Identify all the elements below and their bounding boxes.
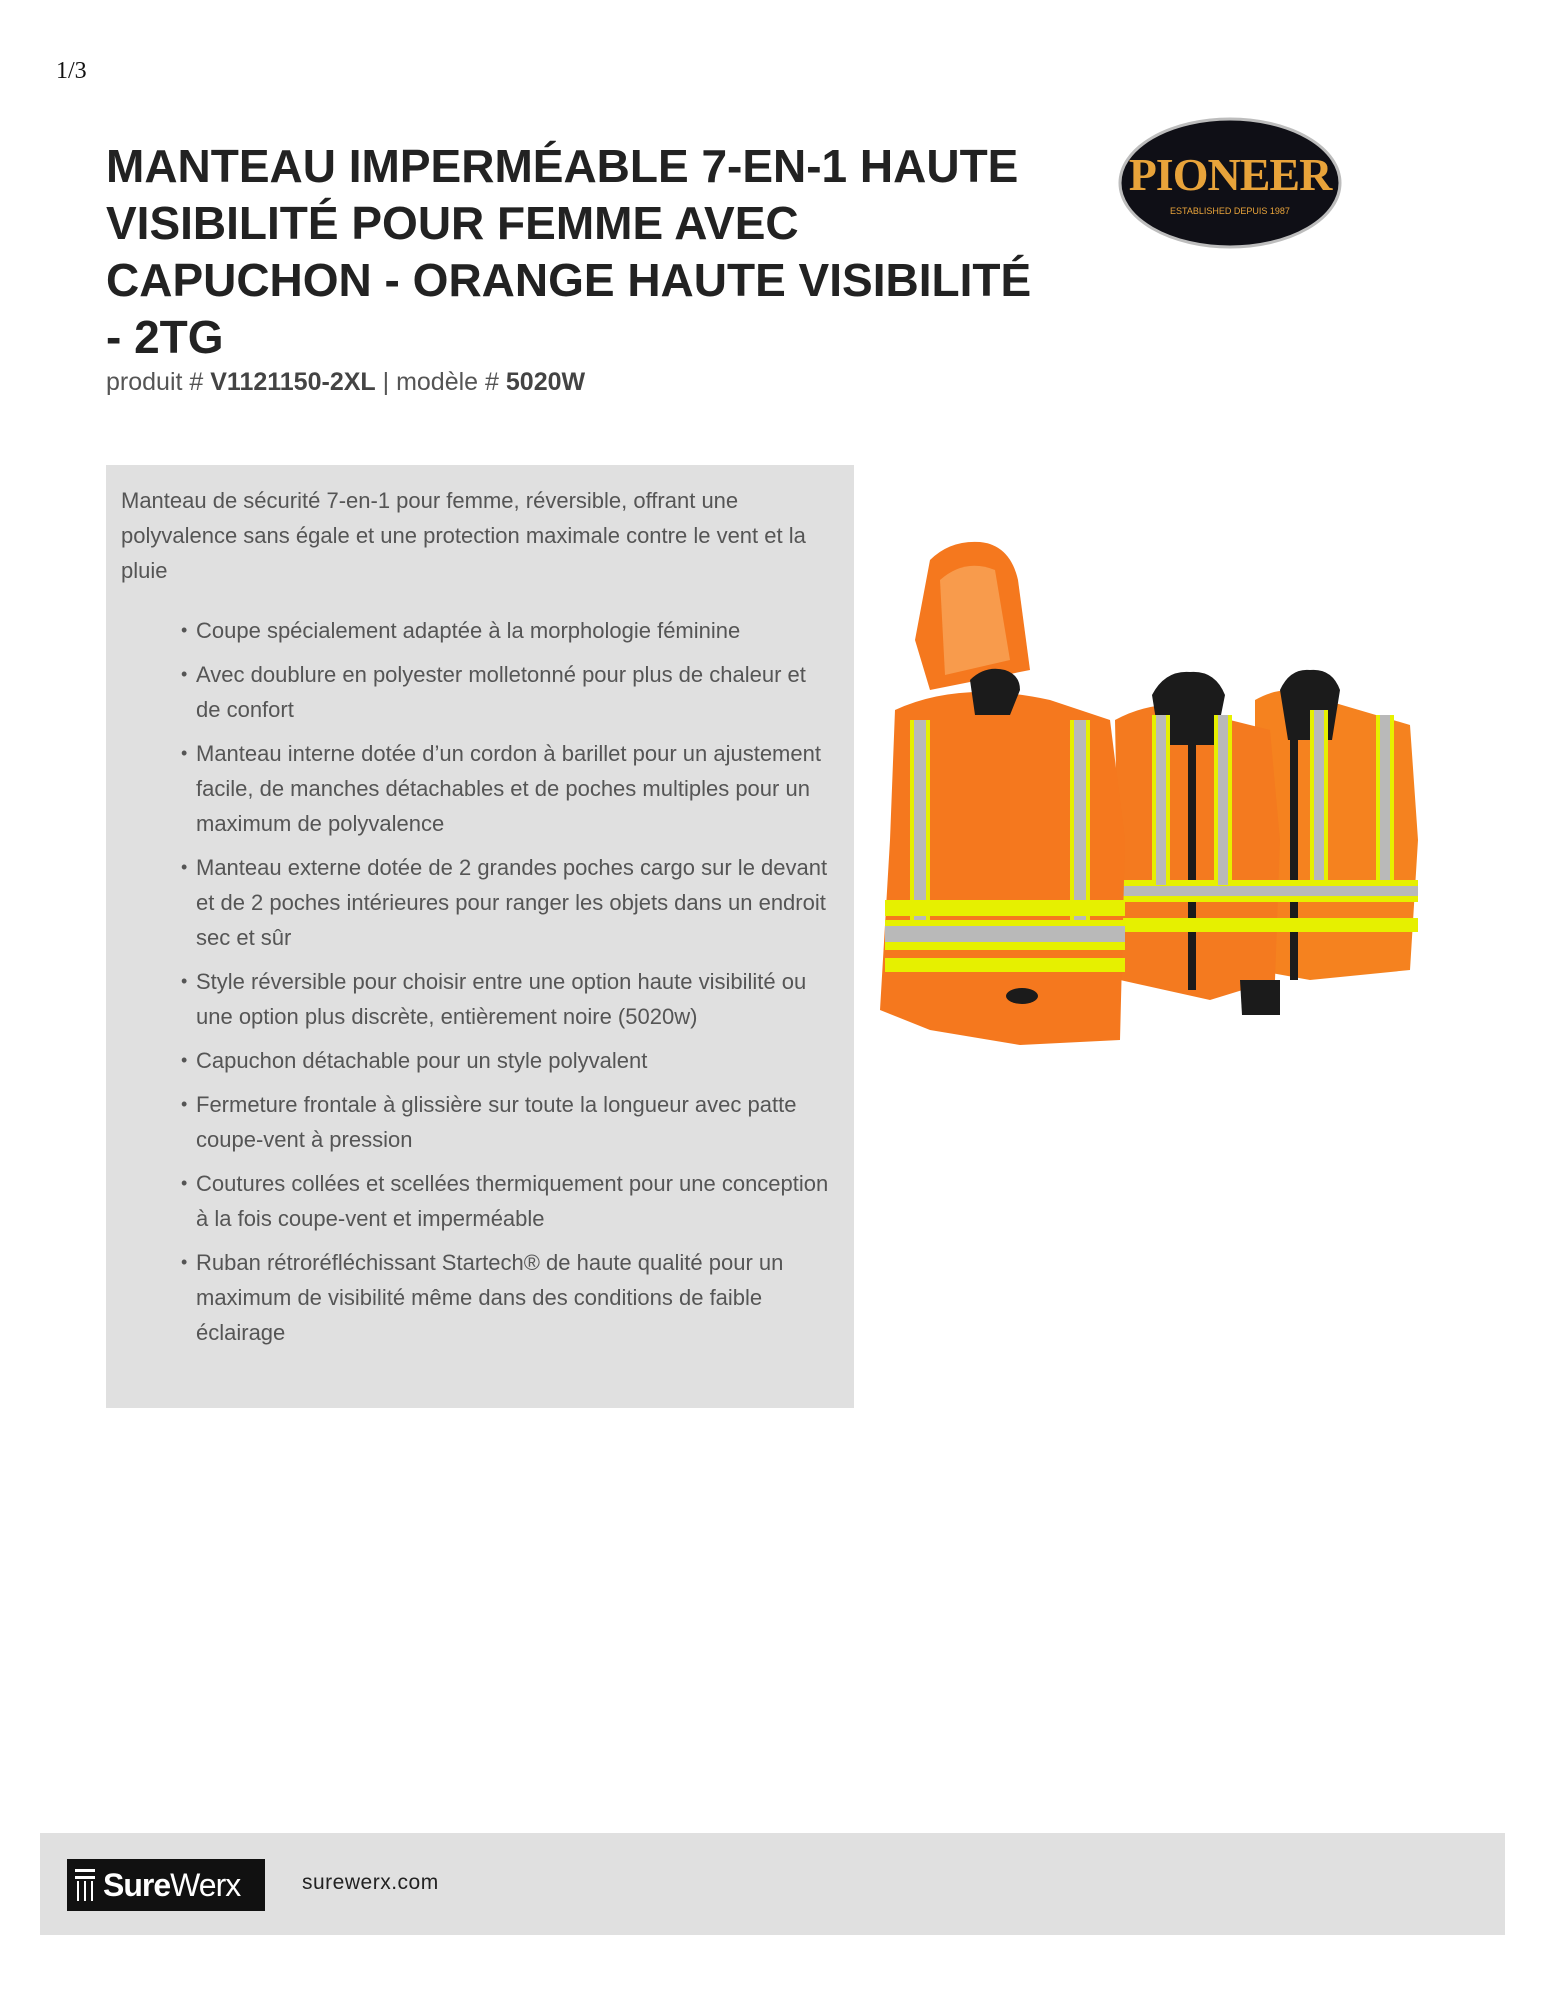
feature-item: • Manteau interne dotée d’un cordon à barillet pour un ajustement facile, de manches détachables et de poches multiples pour un maximum de polyvalence <box>181 736 831 841</box>
product-title: MANTEAU IMPERMÉABLE 7-EN-1 HAUTE VISIBILITÉ POUR FEMME AVEC CAPUCHON - ORANGE HAUTE VISIBILITÉ - 2TG <box>106 140 1032 363</box>
svg-text:ESTABLISHED DEPUIS 1987: ESTABLISHED DEPUIS 1987 <box>1170 206 1290 216</box>
outer-jacket-garment <box>880 542 1125 1045</box>
footer-url: surewerx.com <box>302 1871 439 1894</box>
model-number: 5020W <box>505 368 586 396</box>
surewerx-mark-icon <box>67 1859 101 1911</box>
bullet-icon: • <box>181 857 188 877</box>
feature-item: • Manteau externe dotée de 2 grandes poches cargo sur le devant et de 2 poches intérieures pour ranger les objets dans un endroit sec et sûr <box>181 850 831 955</box>
product-number: V1121150-2XL <box>210 368 376 396</box>
id-separator: | <box>382 368 390 396</box>
page-number: 1/3 <box>56 58 87 84</box>
feature-item: • Avec doublure en polyester molletonné pour plus de chaleur et de confort <box>181 657 831 727</box>
surewerx-logo <box>67 1859 265 1911</box>
bullet-icon: • <box>181 971 188 991</box>
surewerx-wordmark: SureWerx <box>103 1866 241 1903</box>
feature-item: • Fermeture frontale à glissière sur toute la longueur avec patte coupe-vent à pression <box>181 1087 831 1157</box>
svg-text:PIONEER: PIONEER <box>1128 149 1332 200</box>
model-label: modèle # <box>396 368 499 396</box>
bullet-icon: • <box>181 664 188 684</box>
feature-item: • Style réversible pour choisir entre une option haute visibilité ou une option plus discrète, entièrement noire (5020w) <box>181 964 831 1034</box>
footer-bar <box>40 1833 1505 1935</box>
feature-item: • Capuchon détachable pour un style polyvalent <box>181 1043 831 1078</box>
feature-item: • Coupe spécialement adaptée à la morphologie féminine <box>181 613 831 648</box>
description-box <box>106 465 854 1408</box>
product-identifiers <box>106 368 585 397</box>
bullet-icon: • <box>181 1252 188 1272</box>
feature-list <box>121 613 831 1350</box>
pioneer-logo <box>1118 116 1342 250</box>
bullet-icon: • <box>181 1094 188 1114</box>
bullet-icon: • <box>181 1050 188 1070</box>
vest-garment <box>1255 670 1418 980</box>
bullet-icon: • <box>181 1173 188 1193</box>
description-intro: Manteau de sécurité 7-en-1 pour femme, réversible, offrant une polyvalence sans égale et une protection maximale contre le vent et la pluie <box>121 488 806 583</box>
feature-item: • Coutures collées et scellées thermiquement pour une conception à la fois coupe-vent et imperméable <box>181 1166 831 1236</box>
product-label: produit # <box>106 368 204 396</box>
product-image <box>870 540 1430 1050</box>
bullet-icon: • <box>181 743 188 763</box>
bullet-icon: • <box>181 620 188 640</box>
feature-item: • Ruban rétroréfléchissant Startech® de haute qualité pour un maximum de visibilité même dans des conditions de faible éclairage <box>181 1245 831 1350</box>
